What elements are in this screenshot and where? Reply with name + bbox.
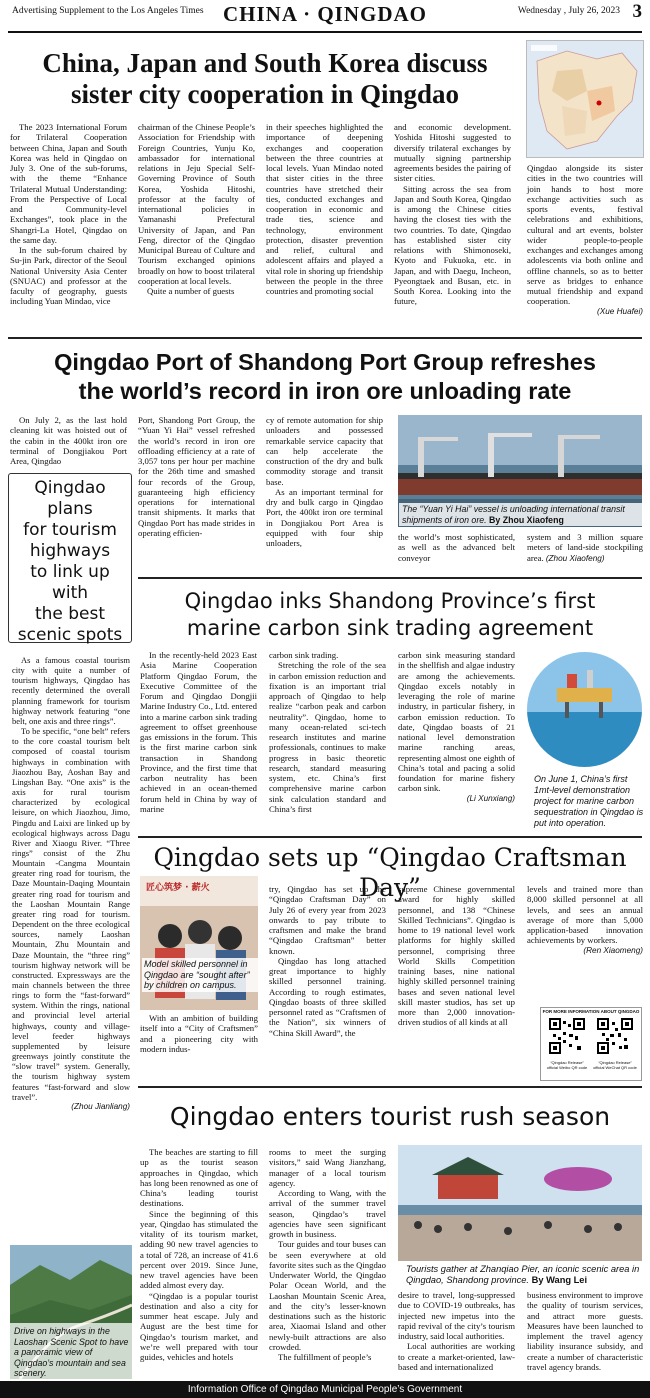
laoshan-caption: Drive on highways in the Laoshan Scenic Spot to have a panoramic view of Qingdao’s mountain and sea scenery.	[14, 1326, 129, 1378]
masthead-date: Wednesday , July 26, 2023	[517, 6, 620, 16]
sidebar-title: Qingdao plans for tourism highways to link up with the best scenic spots	[17, 478, 123, 645]
weibo-qr-label: “Qingdao Release” official Weibo QR code	[546, 1060, 588, 1070]
article5-col3: desire to travel, long-suppressed due to COVID-19 outbreaks, has injected new impetus into the rapid revival of the city’s tourism industry, said local authorities. Local authorities are working to create a market-oriented, law-based and internationalized	[398, 1290, 515, 1372]
article1-headline: China, Japan and South Korea discuss sister city cooperation in Qingdao	[42, 48, 488, 109]
wechat-qr-icon[interactable]	[597, 1018, 633, 1054]
article4-col3: supreme Chinese governmental award for highly skilled personnel, and 138 “Chinese Skilled Technicians”. Qingdao is home to 19 national level work platforms for highly skilled personnel, comprising three World Skills Competition training bases, nine national highly skilled personnel training bases and seven national level skill master studios, has set up more than 2,000 innovation-driven studios of all kinds at all	[398, 884, 515, 1028]
article1-col2: chairman of the Chinese People’s Association for Friendship with Foreign Countries, Yunju Ko, ambassador for international relations in Jeju Special Self-Governing Province of South Korea, Yoshida Hitoshi, professor at the faculty of international policies in Yamanashi Prefectural University of Japan, and Pan Feng, director of the Qingdao Municipal Bureau of Culture and Tourism exchanged opinions broadly on how to boost trilateral cooperation at local levels. Quite a number of guests	[138, 122, 255, 296]
article2-col1: On July 2, as the last hold cleaning kit was hoisted out of the cabin in the 400kt iron ore terminal of Dongjiakou Port Area, Qingdao	[10, 415, 127, 466]
masthead-supplement: Advertising Supplement to the Los Angeles Times	[12, 6, 204, 16]
section-rule	[138, 836, 642, 838]
article5-col4: business environment to improve the quality of tourism services, and attract more guests. Measures have been launched to implement the travel agency liability insurance subsidy, and create a number of characteristic travel agency brands.	[527, 1290, 643, 1372]
article4-headline: Qingdao sets up “Qingdao Craftsman Day”	[153, 843, 627, 902]
carbon-platform-photo	[527, 652, 642, 767]
article1-credit: (Xue Huafei)	[597, 306, 643, 316]
article4-credit: (Ren Xiaomeng)	[583, 945, 643, 955]
article2-credit: (Zhou Xiaofeng)	[545, 553, 605, 563]
weibo-qr-icon[interactable]	[549, 1018, 585, 1054]
article2-headline: Qingdao Port of Shandong Port Group refreshes the world’s record in iron ore unloading rate	[54, 349, 596, 404]
article5-headline: Qingdao enters tourist rush season	[169, 1102, 611, 1131]
article2-col3: cy of remote automation for ship unloaders and possessed remarkable service capacity that can help accelerate the construction of the dry and bulk commodity storage and transit base. As an important terminal for dry and bulk cargo in Qingdao Port, the 400kt iron ore terminal in Dongjiakou Port Area is equipped with four ship unloaders,	[266, 415, 383, 548]
article2-col4: the world’s most sophisticated, as well as the advanced belt conveyor	[398, 532, 515, 563]
article1-col3: in their speeches highlighted the importance of deepening exchanges and cooperation between the three countries at local levels. Yuan Mindao noted that sister cities in the three countries have stretched their ties, conducted exchanges and cooperation in economic and trade ties, science and technology, environment protection, disaster prevention and relief, cultural and adolescent affairs and played a vital role in shoring up friendship between the people in the three countries and promoting social	[266, 122, 383, 296]
carbon-caption: On June 1, China’s first 1mt-level demonstration project for marine carbon sequestration in Qingdao is put into operation.	[534, 774, 644, 828]
article3-col3: carbon sink measuring standard in the shellfish and algae industry are among the achievements. Qingdao excels notably in leveraging the role of marine industry, in particular fishery, in carbon emission reduction. To date, Qingdao boasts of 21 national level demonstration marine ranching areas, representing almost one eighth of China’s total and pacing a solid foundation for marine fishery carbon sink. (Li Xunxiang)	[398, 650, 516, 803]
section-rule	[138, 577, 642, 579]
article4-col2: try, Qingdao has set up the “Qingdao Craftsman Day” on July 26 of every year from 2023 onwards to pay tribute to craftsmen and make the brand “Qingdao Craftsman” better known. Qingdao has long attached great importance to highly skilled personnel training. According to rough estimates, Qingdao boasts of three skilled personnel rated as “Craftsmen of the Nation”, six winners of “China Skill Award”, the	[269, 884, 386, 1038]
article5-col1: The beaches are starting to fill up as the tourist season approaches in Qingdao, which has long been renowned as one of China’s leading tourist destinations. Since the beginning of this year, Qingdao has stimulated the vitality of its tourism market, adding 90 new travel agencies to a total of 728, an increase of 41.6 percent over 2019. Since June, new travel agencies have been added almost every day. “Qingdao is a popular tourist destination and also a city for summer heat escape. July and August are the best time for Qingdao’s tourism market, and we’re well prepared with tour guides, vehicles and hotels	[140, 1147, 258, 1362]
footer-bar: Information Office of Qingdao Municipal People’s Government	[0, 1381, 650, 1398]
article1-col5: Qingdao alongside its sister cities in the two countries will join hands to host more exchange activities such as sports events, festival celebrations and exhibitions, cultural and art events, bolster wider people-to-people exchanges and exchanges among adolescents via both online and offline channels, so as to better serve as bridges to enhance mutual friendship and expand cooperation. (Xue Huafei)	[527, 163, 643, 316]
masthead-rule	[8, 31, 642, 33]
map-image	[526, 40, 644, 158]
masthead-title: CHINA · QINGDAO	[222, 2, 428, 26]
article3-headline: Qingdao inks Shandong Province’s first marine carbon sink trading agreement	[184, 589, 596, 640]
section-rule	[8, 337, 642, 339]
article4-col4: levels and trained more than 8,000 skilled personnel at all levels, and sees an annual average of more than 5,000 application-based innovation achievements by workers. (Ren Xiaomeng)	[527, 884, 643, 955]
craftsman-banner-text: 匠心筑梦 · 薪火	[146, 883, 210, 893]
wechat-qr-label: “Qingdao Release” official WeChat QR code	[593, 1060, 637, 1070]
article1-col1: The 2023 International Forum for Trilateral Cooperation between China, Japan and South Korea was held in Qingdao on July 3. One of the sub-forums, with the theme “Enhance Trilateral Mutual Understanding: From the Perspective of Local and Community-level Exchanges”, took place in the Shangri-La Hotel, Qingdao on the same day. In the sub-forum chaired by Su-jin Park, director of the Seoul National University Asia Center (SNUAC) and professor at the faculty of geography, guests including Yuan Mindao, vice	[10, 122, 127, 307]
article3-col2: carbon sink trading. Stretching the role of the sea in carbon emission reduction and fixation is an important trial approach of Qingdao to help realize “carbon peak and carbon neutrality”. Qingdao, home to many ocean-related sci-tech research institutes and marine professionals, continues to make progress in basic theoretic research, standard measuring system, etc. China’s first comprehensive marine carbon sink calculation standard and China’s first	[269, 650, 386, 814]
sidebar-body: As a famous coastal tourism city with quite a number of tourism highways, Qingdao has recently determined the overall planning framework for tourism highway network featuring “one belt, one axis and three rings”. To be specific, “one belt” refers to the core coastal tourism belt composed of coastal tourism highways in combination with Jiaozhou Bay, Aoshan Bay and Lingshan Bay. “One axis” is the axis for rural tourism characterized by ecological leisure, on which Jiaozhou, Jimo, Pingdu and Laixi are linked up by ecological highways across Dagu River and Xiaogu River. “Three rings” consist of the Zhu Mountain -Cangma Mountain greater ring road for tourism, the Daze Mountain-Daqing Mountain greater ring road for tourism and the Laoshan Mountain Range greater ring road for tourism. Dependent on the three ecological sources, namely Laoshan Mountain, Zhu Mountain and Daze Mountain, the “three ring” tourism highway network will be constructed. Expressways are the main channels between the three rings to form the “fast-forward” system. Within the rings, national and provincial level arterial highways, county and village-level feeder highways supplemented by leisure greenways jointly constitute the “slow travel” system. Generally, the tourism highway system features “fast-forward and slow travel”. (Zhou Jianliang)	[12, 655, 130, 1111]
article3-credit: (Li Xunxiang)	[466, 793, 515, 803]
section-rule	[138, 1086, 642, 1088]
sidebar-credit: (Zhou Jianliang)	[71, 1101, 130, 1111]
port-caption: The “Yuan Yi Hai” vessel is unloading international transit shipments of iron ore. By Zhou Xiaofeng	[399, 503, 642, 526]
article2-col2: Port, Shandong Port Group, the “Yuan Yi Hai” vessel refreshed the world’s record in iron ore offloading efficiency at a rate of 3,057 tons per hour per machine for the 26th time and smashed four records of the Group, guaranteeing high efficiency operations for international transit shipments. It marks that Qingdao Port has made strides in operating efficien-	[138, 415, 255, 538]
craftsman-caption: Model skilled personnel in Qingdao are “sought after” by children on campus.	[142, 958, 258, 992]
article2-col5: system and 3 million square meters of land-side stockpiling area. (Zhou Xiaofeng)	[527, 532, 643, 563]
article4-col1: With an ambition of building itself into a “City of Craftsmen” and a pioneering city with modern indus-	[140, 1013, 258, 1054]
article5-col2: rooms to meet the surging visitors,” said Wang Jianzhang, manager of a local tourism agency. According to Wang, with the arrival of the summer travel season, Qingdao’s travel agencies have seen significant growth in business. Tour guides and tour buses can be seen everywhere at old favorite sites such as the Qingdao Underwater World, the Qingdao Polar Ocean World, and the Laoshan Mountain Scenic Area, and the city’s lesser-known destinations such as the historic area, Xiaomai Island and other newly-built attractions are also crowded. The fulfillment of people’s	[269, 1147, 387, 1362]
article1-col4: and economic development. Yoshida Hitoshi suggested to diversify trilateral exchanges by mutually signing partnership agreements besides the pairing of sister cities. Sitting across the sea from Japan and South Korea, Qingdao is among the Chinese cities having the closest ties with the two countries. To date, Qingdao has established sister city relations with Shimonoseki, Kyoto and Fukuoka, etc. in Japan, and with Daegu, Incheon, Pyeongtaek and Busan, etc. in South Korea. Looking into the future,	[394, 122, 511, 307]
qr-heading: FOR MORE INFORMATION ABOUT QINGDAO	[542, 1009, 640, 1014]
zhanqiao-caption: Tourists gather at Zhanqiao Pier, an iconic scenic area in Qingdao, Shandong province. By Wang Lei	[406, 1264, 640, 1285]
page-number: 3	[632, 1, 642, 22]
zhanqiao-pier-photo	[398, 1145, 642, 1261]
article3-col1: In the recently-held 2023 East Asia Marine Cooperation Platform Qingdao Forum, the Executive Committee of the Forum and Qingdao Dongjii Marine Industry Co., Ltd. entered into a marine carbon sink trading agreement to offset greenhouse gas emissions in the forum. This is the first marine carbon sink transaction in Shandong Province, and the first time that carbon neutrality has been achieved in an ocean-themed forum held in China by way of marine	[140, 650, 258, 814]
